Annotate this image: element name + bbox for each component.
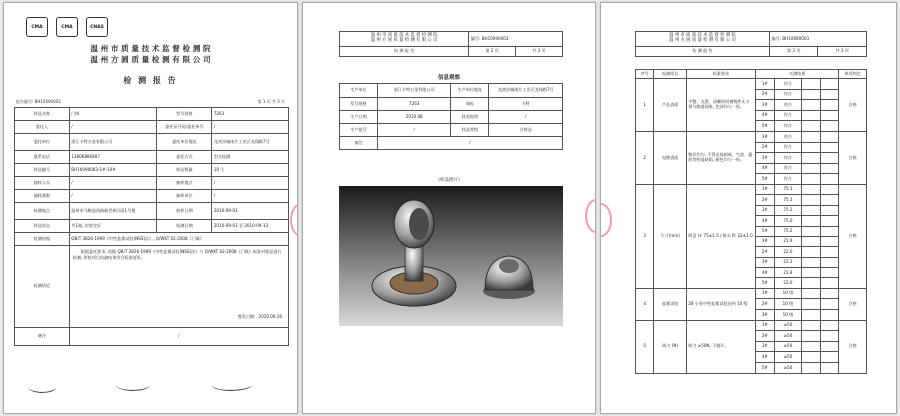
empty-cell (802, 174, 820, 185)
sample-result: 21.9 (774, 236, 802, 246)
row-label: 委托单位 (15, 134, 70, 151)
report-kind: 检 测 报 告 (636, 47, 770, 57)
row-value: 温州市马鞍池西路新世界区园1号楼 (69, 203, 157, 220)
row-value: / (212, 177, 289, 190)
row-label: 联系电话 (15, 151, 70, 164)
empty-cell (820, 310, 838, 321)
table-row (636, 288, 867, 299)
empty-cell (802, 121, 820, 132)
report-page-1 (3, 2, 298, 414)
cell: 2010.08 (377, 111, 451, 124)
sample-id: 5# (756, 174, 774, 185)
row-label: 委托证号码/委托单号 (157, 121, 212, 134)
sample-id: 1# (756, 320, 774, 331)
table-row (340, 124, 563, 137)
cell: 样品级别 (451, 111, 489, 124)
cell: 生产日期 (340, 111, 378, 124)
row-label: 检测日期 (157, 220, 212, 233)
photo-caption: (样品照片) (438, 178, 460, 183)
sample-result: 符合 (774, 153, 802, 164)
sample-result: 75.2 (774, 226, 802, 236)
sample-id: 3# (756, 341, 774, 352)
sample-id: 5# (756, 226, 774, 236)
report-number: 报告编号: BH10090003 (16, 99, 61, 104)
item-name: 电镀表面 (654, 131, 686, 184)
row-label: 委托单位地址 (157, 134, 212, 151)
cell: / (377, 137, 562, 150)
table-row (15, 151, 289, 164)
sample-id: 2# (756, 89, 774, 100)
empty-cell (802, 331, 820, 342)
sample-result: 75.0 (774, 216, 802, 226)
sample-result: 符合 (774, 121, 802, 132)
sample-id: 5# (756, 278, 774, 288)
item-no: 4 (636, 288, 654, 320)
sample-result: 符合 (774, 89, 802, 100)
institute-cell (340, 32, 469, 47)
header-result: 实测结果 (756, 70, 839, 79)
observation-table (339, 83, 563, 150)
item-no: 3 (636, 184, 654, 288)
sample-result: 符合 (774, 110, 802, 121)
empty-cell (820, 288, 838, 299)
conclusion-row (15, 246, 289, 328)
empty-cell (820, 205, 838, 215)
cell: / (489, 111, 563, 124)
sample-result: ≥50 (774, 331, 802, 342)
table-row (15, 164, 289, 177)
empty-cell (820, 216, 838, 226)
row-value: / (69, 190, 157, 203)
empty-cell (802, 268, 820, 278)
empty-cell (802, 205, 820, 215)
signature-reviewer (116, 378, 151, 392)
empty-cell (820, 236, 838, 246)
page-info: 第 2 页 (469, 47, 516, 57)
sample-result: 符合 (774, 100, 802, 111)
sample-result: 符合 (774, 131, 802, 142)
sample-result: ≥50 (774, 320, 802, 331)
empty-cell (802, 226, 820, 236)
table-row (15, 203, 289, 220)
row-value: 共1箱, 封装完好 (69, 220, 157, 233)
item-requirement: 吸力 ≥50N, 不脱开。 (686, 320, 755, 373)
total-pages: 共 3 页 (818, 47, 867, 57)
empty-cell (820, 226, 838, 236)
cert-logo-3: CNAS (86, 17, 108, 37)
total-pages: 共 3 页 (516, 47, 563, 57)
table-row (636, 131, 867, 142)
cell: 样品等级 (451, 124, 489, 137)
sample-id: 2# (756, 142, 774, 153)
row-value: 门吸 (69, 108, 157, 121)
item-verdict: 合格 (839, 79, 867, 132)
table-row (340, 98, 563, 111)
row-value: 13806886897 (69, 151, 157, 164)
signature-tester (212, 378, 253, 393)
empty-cell (820, 121, 838, 132)
empty-cell (802, 153, 820, 164)
empty-cell (820, 89, 838, 100)
sample-result: 75.1 (774, 184, 802, 194)
table-row (636, 79, 867, 90)
table-row (15, 177, 289, 190)
sample-id: 1# (756, 236, 774, 246)
cell: 浙江卡特五金有限公司 (377, 84, 451, 98)
empty-cell (802, 257, 820, 267)
row-label: 抽样基数 (15, 190, 70, 203)
remark-label: 备注 (15, 328, 70, 346)
red-seal-mark (290, 203, 298, 237)
row-label: 抽样人员 (15, 177, 70, 190)
row-label: 委托方式 (157, 151, 212, 164)
item-no: 1 (636, 79, 654, 132)
table-row (340, 84, 563, 98)
empty-cell (820, 163, 838, 174)
empty-cell (820, 257, 838, 267)
photo-background (339, 186, 563, 326)
sample-result: 符合 (774, 174, 802, 185)
sample-id: 2# (756, 299, 774, 310)
row-value: / (69, 177, 157, 190)
row-label: 抽样单位 (157, 190, 212, 203)
red-seal-mark (585, 199, 596, 233)
row-value: / (212, 121, 289, 134)
header-verdict: 单项判定 (839, 70, 867, 79)
sample-result: 75.3 (774, 195, 802, 205)
empty-cell (820, 79, 838, 90)
empty-cell (802, 163, 820, 174)
table-row (15, 190, 289, 203)
sample-result: 符合 (774, 79, 802, 90)
empty-cell (820, 247, 838, 257)
sample-result: ≥50 (774, 352, 802, 363)
sample-id: 2# (756, 247, 774, 257)
page3-header-table (635, 31, 867, 57)
row-value: 2010-09-03 至 2010-09-13 (212, 220, 289, 233)
sample-id: 1# (756, 131, 774, 142)
sample-id: 1# (756, 288, 774, 299)
cell: 备注 (340, 137, 378, 150)
empty-cell (802, 131, 820, 142)
empty-cell (820, 341, 838, 352)
sample-result: 22.1 (774, 257, 802, 267)
table-row (15, 108, 289, 121)
header-requirement: 标准要求 (686, 70, 755, 79)
item-requirement: 镀层均匀, 不得出现剥离、气泡、露底等明显缺陷, 颜色均匀一致。 (686, 131, 755, 184)
sample-id: 1# (756, 184, 774, 194)
sample-result: 10 级 (774, 299, 802, 310)
item-verdict: 合格 (839, 184, 867, 288)
remark-value: / (69, 328, 288, 346)
cell: 龙湾沙城南片工业区龙翔路7号 (489, 84, 563, 98)
empty-cell (802, 236, 820, 246)
table-row (636, 184, 867, 194)
conclusion-text: 根据委托要求, 依据 QB/T 3826-1999《中性盐雾试验(NSS)法》与 Q/WKT 02-2008《门吸》标准对样品进行检测, 所检项目检测结果符合标准要求。 (72, 249, 282, 261)
row-label: 检测依据 (15, 233, 70, 246)
page-info: 第 3 页 (769, 47, 818, 57)
empty-cell (802, 352, 820, 363)
cell: 卡特 (489, 98, 563, 111)
empty-cell (820, 352, 838, 363)
header-no: 序号 (636, 70, 654, 79)
cell: 合格品 (489, 124, 563, 137)
row-value: 2010-09-03 (212, 203, 289, 220)
institute-name-2: 温 州 方 圆 质 量 检 测 有 限 公 司 (669, 38, 736, 43)
empty-cell (802, 184, 820, 194)
sample-result: 22.0 (774, 247, 802, 257)
table-row (15, 220, 289, 233)
sample-result: 75.2 (774, 205, 802, 215)
empty-cell (802, 79, 820, 90)
table-row (15, 121, 289, 134)
row-label: 样品名称 (15, 108, 70, 121)
cell: 生产单位 (340, 84, 378, 98)
conclusion-cell (69, 246, 288, 328)
cell: 生产单位地址 (451, 84, 489, 98)
header-row (636, 70, 867, 79)
page-info: 第 1 页 共 3 页 (257, 99, 285, 104)
sample-photo (339, 186, 563, 326)
institute-name-2: 温 州 方 圆 质 量 检 测 有 限 公 司 (90, 55, 211, 64)
item-name: 尺寸(mm) (654, 184, 686, 288)
sample-id: 2# (756, 195, 774, 205)
empty-cell (820, 131, 838, 142)
empty-cell (802, 320, 820, 331)
row-value: 7263 (212, 108, 289, 121)
institute-name-2: 温 州 方 圆 质 量 检 测 有 限 公 司 (370, 38, 438, 43)
empty-cell (820, 331, 838, 342)
item-name: 产品表面 (654, 79, 686, 132)
sample-id: 3# (756, 205, 774, 215)
sample-photo-svg (339, 186, 563, 326)
row-value: 10 个 (212, 164, 289, 177)
sample-id: 4# (756, 216, 774, 226)
sample-id: 3# (756, 310, 774, 321)
cert-logo-1: CMA (26, 17, 48, 37)
sample-result: 22.0 (774, 278, 802, 288)
empty-cell (802, 310, 820, 321)
sample-result: ≥50 (774, 341, 802, 352)
sample-id: 1# (756, 79, 774, 90)
empty-cell (802, 299, 820, 310)
remark-row (15, 328, 289, 346)
item-requirement: 平整、光滑、清晰时同钢铸件无卡现与脱落现象, 色泽均匀一致。 (686, 79, 755, 132)
empty-cell (820, 299, 838, 310)
empty-cell (820, 268, 838, 278)
row-value: 型式检测 (212, 151, 289, 164)
item-requirement: 吸盘 H: 75±1.5 / 吸头 R: 22±1.0 (686, 184, 755, 288)
empty-cell (802, 341, 820, 352)
sample-id: 4# (756, 110, 774, 121)
sample-id: 3# (756, 257, 774, 267)
empty-cell (802, 216, 820, 226)
row-label: 委托人 (15, 121, 70, 134)
sample-result: 10 级 (774, 310, 802, 321)
report-number: 编号: BH10090003 (769, 32, 866, 47)
sign-date-label: 签发日期: (237, 313, 256, 319)
sign-date-value: 2010.09.16 (258, 313, 282, 319)
cell: 7263 (377, 98, 451, 111)
info-table (14, 107, 289, 346)
cell: / (377, 124, 451, 137)
table-row (340, 137, 563, 150)
item-name: 盐雾试验 (654, 288, 686, 320)
empty-cell (820, 153, 838, 164)
sample-id: 3# (756, 153, 774, 164)
sample-id: 4# (756, 163, 774, 174)
row-value: / (212, 190, 289, 203)
empty-cell (820, 278, 838, 288)
row-label: 收样日期 (157, 203, 212, 220)
table-row (15, 233, 289, 246)
empty-cell (802, 110, 820, 121)
sample-id: 5# (756, 121, 774, 132)
item-requirement: 28 小时中性盐雾试验达到 10 级 (686, 288, 755, 320)
table-row (636, 320, 867, 331)
report-page-2 (302, 2, 596, 414)
institute-name-1: 温 州 市 质 量 技 术 监 督 检 测 院 (370, 33, 438, 39)
cert-logo-2: CMA (56, 17, 78, 37)
item-no: 2 (636, 131, 654, 184)
empty-cell (820, 363, 838, 374)
sample-id: 4# (756, 352, 774, 363)
empty-cell (802, 89, 820, 100)
empty-cell (820, 110, 838, 121)
section-title: 信息观察 (437, 75, 460, 81)
item-verdict: 合格 (839, 288, 867, 320)
item-verdict: 合格 (839, 131, 867, 184)
row-label: 检测地点 (15, 203, 70, 220)
sample-result: 21.8 (774, 268, 802, 278)
sample-result: 符合 (774, 142, 802, 153)
empty-cell (802, 195, 820, 205)
row-label: 样品数量 (157, 164, 212, 177)
institute-name-1: 温 州 市 质 量 技 术 监 督 检 测 院 (90, 44, 211, 53)
empty-cell (802, 142, 820, 153)
empty-cell (802, 247, 820, 257)
sample-id: 3# (756, 100, 774, 111)
certification-logos (26, 17, 108, 37)
empty-cell (820, 320, 838, 331)
sign-date (238, 315, 282, 320)
item-no: 5 (636, 320, 654, 373)
red-seal-mark (600, 203, 612, 237)
empty-cell (820, 184, 838, 194)
row-value: 浙江卡特五金有限公司 (69, 134, 157, 151)
institute-cell (636, 32, 770, 47)
cell: 型号规格 (340, 98, 378, 111)
report-title: 检 测 报 告 (123, 75, 178, 85)
door-catch-cap (499, 259, 519, 273)
empty-cell (802, 288, 820, 299)
table-row (15, 134, 289, 151)
item-verdict: 合格 (839, 320, 867, 373)
conclusion-label: 检测结论 (15, 246, 70, 328)
table-row (340, 111, 563, 124)
row-label: 型号规格 (157, 108, 212, 121)
cell: 生产批号 (340, 124, 378, 137)
report-page-3 (600, 2, 897, 414)
results-table (635, 69, 867, 374)
empty-cell (820, 142, 838, 153)
row-value: BH10090003-1#-10# (69, 164, 157, 177)
row-label: 样品状态 (15, 220, 70, 233)
row-value: 龙湾沙城南片工业区龙翔路7号 (212, 134, 289, 151)
report-kind: 检 测 报 告 (340, 47, 469, 57)
sample-result: 符合 (774, 163, 802, 174)
sample-id: 2# (756, 331, 774, 342)
item-name: 吸力 (N) (654, 320, 686, 373)
header-item: 检测项目 (654, 70, 686, 79)
empty-cell (820, 174, 838, 185)
cell: 商标 (451, 98, 489, 111)
empty-cell (802, 100, 820, 111)
empty-cell (820, 195, 838, 205)
empty-cell (802, 363, 820, 374)
empty-cell (802, 278, 820, 288)
empty-cell (820, 100, 838, 111)
report-number: 编号: BH10090003 (469, 32, 563, 47)
row-value: / (69, 121, 157, 134)
row-label: 抽样地点 (157, 177, 212, 190)
row-label: 样品编号 (15, 164, 70, 177)
sample-id: 5# (756, 363, 774, 374)
signature-approver (28, 380, 57, 394)
sample-id: 4# (756, 268, 774, 278)
institute-name-1: 温 州 市 质 量 技 术 监 督 检 测 院 (669, 33, 736, 39)
row-value: QB/T 3826-1999《中性盐雾试验(NSS)法》, Q/WKT 02-2008《门吸》 (69, 233, 288, 246)
page2-header-table (339, 31, 563, 57)
door-stop-head-face (409, 208, 429, 240)
sample-result: ≥50 (774, 363, 802, 374)
sample-result: 10 级 (774, 288, 802, 299)
